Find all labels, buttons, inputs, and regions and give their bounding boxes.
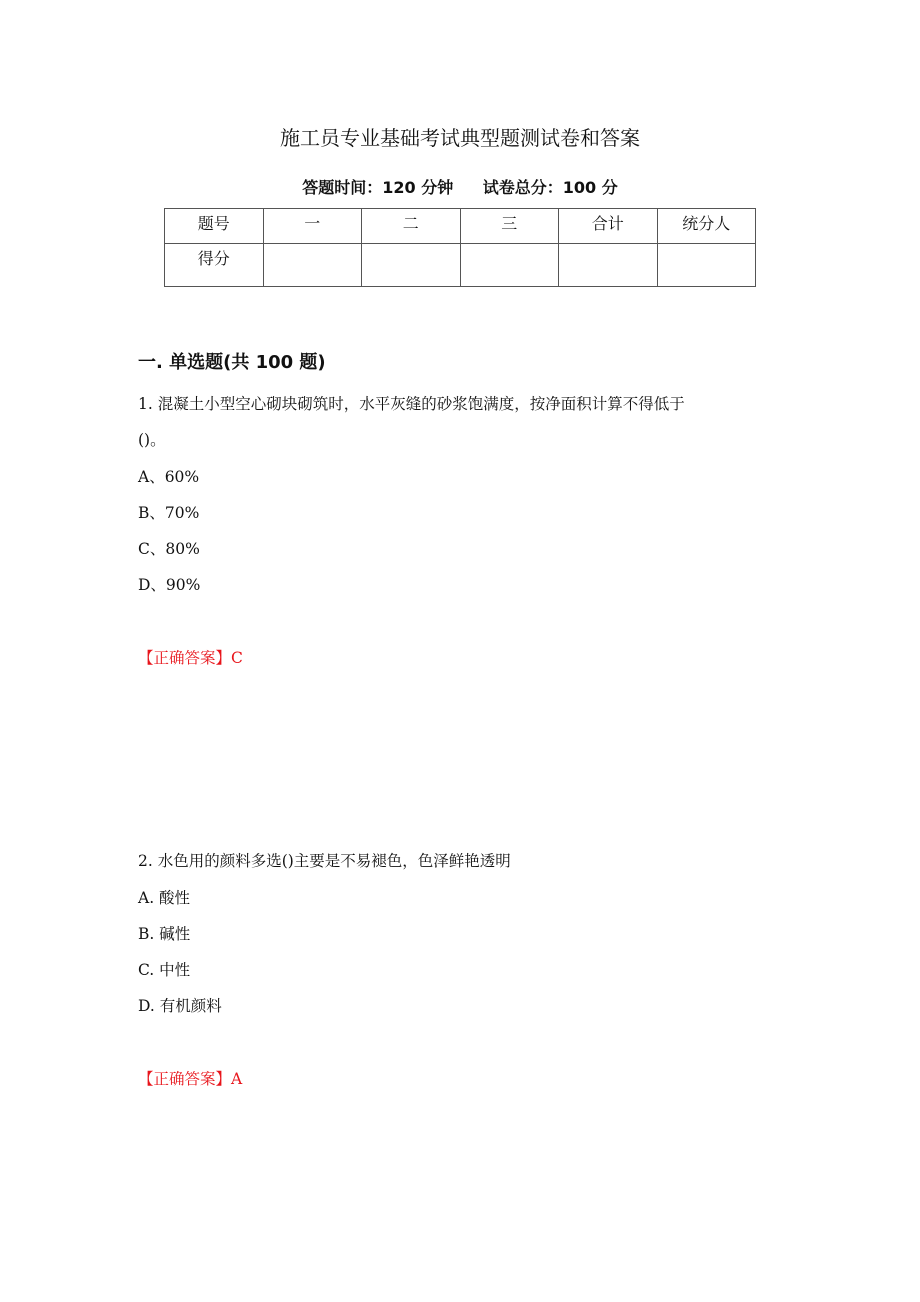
score-cell bbox=[460, 244, 559, 287]
document-title: 施工员专业基础考试典型题测试卷和答案 bbox=[280, 126, 640, 150]
section-heading: 一. 单选题(共 100 题) bbox=[138, 352, 326, 373]
question-2-option-c: C. 中性 bbox=[138, 961, 191, 979]
question-2-option-a: A. 酸性 bbox=[138, 889, 191, 907]
table-header-cell: 一 bbox=[263, 209, 362, 244]
score-cell bbox=[362, 244, 461, 287]
table-header-cell: 三 bbox=[460, 209, 559, 244]
table-row bbox=[165, 244, 756, 287]
question-2-text: 2. 水色用的颜料多选()主要是不易褪色，色泽鲜艳透明 bbox=[138, 852, 511, 870]
score-table bbox=[164, 208, 756, 287]
question-1-option-d: D、90% bbox=[138, 576, 201, 594]
question-2-answer: 【正确答案】A bbox=[138, 1070, 243, 1088]
table-header-row bbox=[165, 209, 756, 244]
table-header-cell: 合计 bbox=[559, 209, 658, 244]
question-1-text-cont: ()。 bbox=[138, 431, 166, 449]
score-cell bbox=[657, 244, 756, 287]
question-2-option-d: D. 有机颜料 bbox=[138, 997, 222, 1015]
score-cell bbox=[263, 244, 362, 287]
question-1-option-c: C、80% bbox=[138, 540, 200, 558]
exam-total-score: 试卷总分：100 分 bbox=[482, 178, 618, 197]
question-1-option-b: B、70% bbox=[138, 504, 200, 522]
score-cell bbox=[559, 244, 658, 287]
question-2-option-b: B. 碱性 bbox=[138, 925, 191, 943]
question-1-answer: 【正确答案】C bbox=[138, 649, 243, 667]
table-header-cell: 题号 bbox=[165, 209, 264, 244]
exam-time: 答题时间：120 分钟 bbox=[302, 178, 454, 197]
table-header-cell: 统分人 bbox=[657, 209, 756, 244]
question-1-option-a: A、60% bbox=[138, 468, 200, 486]
table-header-cell: 二 bbox=[362, 209, 461, 244]
exam-info bbox=[0, 175, 920, 198]
question-1-text: 1. 混凝土小型空心砌块砌筑时，水平灰缝的砂浆饱满度，按净面积计算不得低于 bbox=[138, 395, 685, 413]
row-label: 得分 bbox=[165, 244, 264, 287]
